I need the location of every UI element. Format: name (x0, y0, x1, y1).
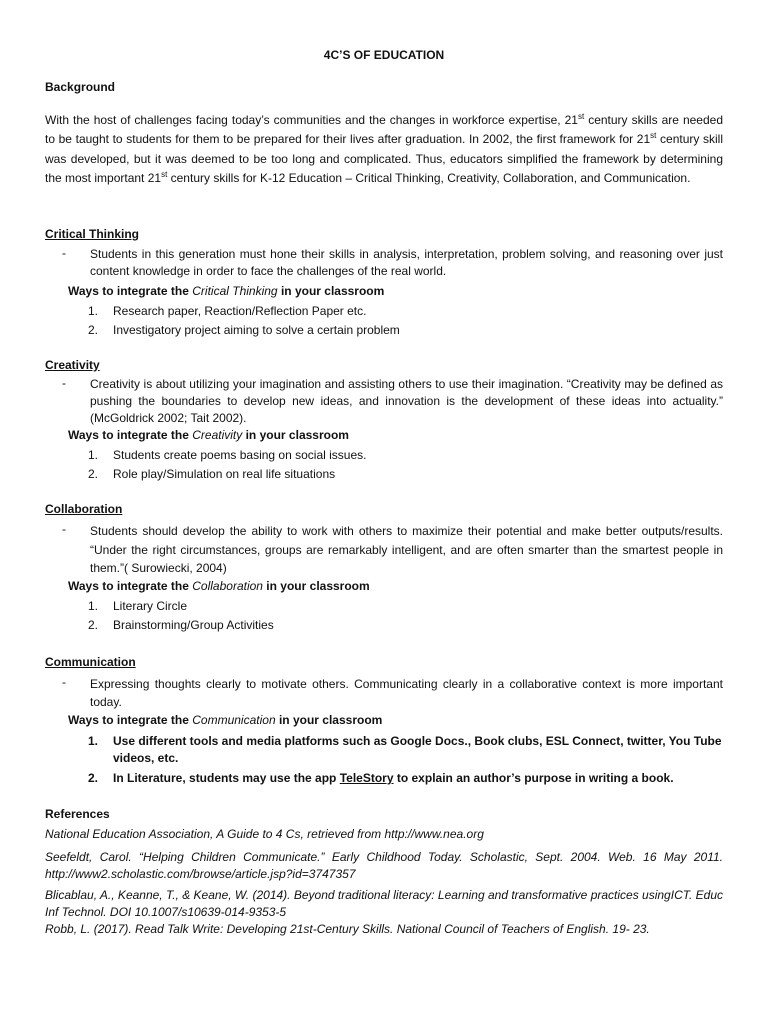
reference-item: Seefeldt, Carol. “Helping Children Communicate.” Early Childhood Today. Scholastic, Sept. 2004. Web. 16 May 2011. http://www2.scholastic.com/browse/article.jsp?id=3747357 (45, 850, 723, 881)
creativity-description: - Creativity is about utilizing your imagination and assisting others to use their imagination. “Creativity may be defined as pushing the boundaries to develop new ideas, and innovation is the development of these ideas into actuality.” (McGoldrick 2002; Tait 2002). (62, 376, 723, 425)
communication-heading: Communication (45, 655, 136, 669)
telestory-link[interactable]: TeleStory (339, 771, 394, 785)
list-item: 1. Literary Circle (88, 599, 188, 613)
reference-item: Blicablau, A., Keanne, T., & Keane, W. (2014). Beyond traditional literacy: Learning and transformative practices usingICT. Educ Inf Technol. DOI 10.1007/s10639-014-9353-5 (45, 888, 723, 919)
communication-ways-heading: Ways to integrate the Communication in your classroom (68, 713, 383, 727)
list-item: 2. Role play/Simulation on real life situations (88, 467, 336, 481)
critical-thinking-heading: Critical Thinking (45, 227, 140, 241)
critical-thinking-description: - Students in this generation must hone their skills in analysis, interpretation, problem solving, and reasoning over just content knowledge in order to face the challenges of the real world. (62, 246, 723, 278)
list-item: 1. Research paper, Reaction/Reflection Paper etc. (88, 304, 367, 318)
references-heading: References (45, 807, 110, 821)
list-item: 2. Investigatory project aiming to solve a certain problem (88, 323, 400, 337)
collaboration-description: - Students should develop the ability to work with others to maximize their potential and make better outputs/results. “Under the right circumstances, groups are remarkably intelligent, and are often smarter than the smartest people in them.”( Surowiecki, 2004) (62, 522, 723, 575)
creativity-ways-heading: Ways to integrate the Creativity in your classroom (68, 428, 349, 442)
collaboration-ways-heading: Ways to integrate the Collaboration in your classroom (68, 579, 370, 593)
background-paragraph: With the host of challenges facing today’s communities and the changes in workforce expertise, 21st century skills are needed to be taught to students for them to be prepared for their lives after graduation. In 2002, the first framework for 21st century skill was developed, but it was deemed to be too long and complicated. Thus, educators simplified the framework by determining the most important 21st century skills for K-12 Education – Critical Thinking, Creativity, Collaboration, and Communication. (45, 112, 723, 186)
reference-item: Robb, L. (2017). Read Talk Write: Developing 21st-Century Skills. National Council of Teachers of English. 19- 23. (45, 922, 650, 936)
reference-item: National Education Association, A Guide to 4 Cs, retrieved from http://www.nea.org (45, 827, 484, 841)
list-item: 2. Brainstorming/Group Activities (88, 618, 274, 632)
page-title: 4C’S OF EDUCATION (323, 48, 445, 62)
background-heading: Background (45, 80, 116, 94)
collaboration-heading: Collaboration (45, 502, 123, 516)
list-item: 2. In Literature, students may use the app TeleStory to explain an author’s purpose in writing a book. (88, 771, 674, 785)
list-item: 1. Students create poems basing on social issues. (88, 448, 367, 462)
communication-description: - Expressing thoughts clearly to motivate others. Communicating clearly in a collaborative context is more important today. (62, 675, 723, 709)
creativity-heading: Creativity (45, 358, 100, 372)
list-item: 1. Use different tools and media platforms such as Google Docs., Book clubs, ESL Connect, twitter, You Tube videos, etc. (88, 734, 722, 765)
critical-thinking-ways-heading: Ways to integrate the Critical Thinking in your classroom (68, 284, 385, 298)
